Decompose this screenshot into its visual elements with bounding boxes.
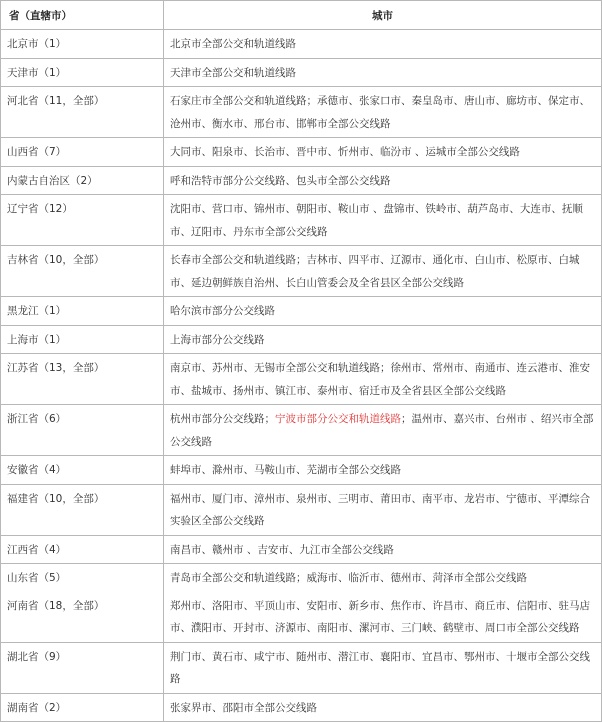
table-row	[1, 535, 602, 564]
table-row	[1, 642, 602, 693]
province-cell: 内蒙古自治区（2）	[1, 166, 164, 195]
province-cell: 河北省（11，全部）	[1, 87, 164, 138]
province-cell: 黑龙江（1）	[1, 297, 164, 326]
city-cell: 哈尔滨市部分公交线路	[164, 297, 602, 326]
table-row	[1, 87, 602, 138]
header-city: 城市	[164, 1, 602, 30]
table-row	[1, 484, 602, 535]
header-province: 省（直辖市）	[1, 1, 164, 30]
highlighted-city-text: 宁波市部分公交和轨道线路	[275, 413, 401, 425]
table-row	[1, 564, 602, 592]
province-cell: 北京市（1）	[1, 30, 164, 59]
city-cell	[164, 405, 602, 456]
table-row	[1, 693, 602, 722]
city-cell: 沈阳市、营口市、锦州市、朝阳市、鞍山市 、盘锦市、铁岭市、葫芦岛市、大连市、抚顺市、辽阳市、丹东市全部公交线路	[164, 195, 602, 246]
province-cell: 江西省（4）	[1, 535, 164, 564]
table-row	[1, 456, 602, 485]
table-row	[1, 58, 602, 87]
province-cell: 辽宁省（12）	[1, 195, 164, 246]
city-cell: 张家界市、邵阳市全部公交线路	[164, 693, 602, 722]
province-cell: 吉林省（10，全部）	[1, 246, 164, 297]
province-cell: 安徽省（4）	[1, 456, 164, 485]
city-cell: 长春市全部公交和轨道线路；吉林市、四平市、辽源市、通化市、白山市、松原市、白城市、延边朝鲜族自治州、长白山管委会及全省县区全部公交线路	[164, 246, 602, 297]
table-row	[1, 166, 602, 195]
province-cell: 上海市（1）	[1, 325, 164, 354]
city-cell: 天津市全部公交和轨道线路	[164, 58, 602, 87]
province-cell: 天津市（1）	[1, 58, 164, 87]
city-cell: 大同市、阳泉市、长治市、晋中市、忻州市、临汾市 、运城市全部公交线路	[164, 138, 602, 167]
header-row	[1, 1, 602, 30]
city-cell: 蚌埠市、滁州市、马鞍山市、芜湖市全部公交线路	[164, 456, 602, 485]
city-cell: 南昌市、赣州市 、吉安市、九江市全部公交线路	[164, 535, 602, 564]
province-cell: 福建省（10，全部）	[1, 484, 164, 535]
city-cell: 荆门市、黄石市、咸宁市、随州市、潜江市、襄阳市、宜昌市、鄂州市、十堰市全部公交线路	[164, 642, 602, 693]
city-cell: 南京市、苏州市、无锡市全部公交和轨道线路；徐州市、常州市、南通市、连云港市、淮安市、盐城市、扬州市、镇江市、泰州市、宿迁市及全省县区全部公交线路	[164, 354, 602, 405]
province-cell: 山西省（7）	[1, 138, 164, 167]
city-cell: 石家庄市全部公交和轨道线路；承德市、张家口市、秦皇岛市、唐山市、廊坊市、保定市、沧州市、衡水市、邢台市、邯郸市全部公交线路	[164, 87, 602, 138]
table-row	[1, 297, 602, 326]
city-text: 杭州市部分公交线路；	[170, 413, 275, 425]
province-cell: 河南省（18，全部）	[1, 592, 164, 643]
table-row	[1, 195, 602, 246]
table-row	[1, 138, 602, 167]
city-cell: 郑州市、洛阳市、平顶山市、安阳市、新乡市、焦作市、许昌市、商丘市、信阳市、驻马店市、濮阳市、开封市、济源市、南阳市、漯河市、三门峡、鹤壁市、周口市全部公交线路	[164, 592, 602, 643]
province-cell: 湖北省（9）	[1, 642, 164, 693]
city-cell: 福州市、厦门市、漳州市、泉州市、三明市、莆田市、南平市、龙岩市、宁德市、平潭综合实验区全部公交线路	[164, 484, 602, 535]
province-cell: 江苏省（13，全部）	[1, 354, 164, 405]
table-row	[1, 405, 602, 456]
table-row	[1, 30, 602, 59]
city-cell: 北京市全部公交和轨道线路	[164, 30, 602, 59]
table-row	[1, 246, 602, 297]
city-cell: 呼和浩特市部分公交线路、包头市全部公交线路	[164, 166, 602, 195]
table-row	[1, 354, 602, 405]
city-text: ；温州市、嘉兴市、台州市 、绍兴市全部公交线路	[170, 413, 594, 448]
city-cell: 上海市部分公交线路	[164, 325, 602, 354]
province-cell: 山东省（5）	[1, 564, 164, 592]
city-cell: 青岛市全部公交和轨道线路；威海市、临沂市、德州市、菏泽市全部公交线路	[164, 564, 602, 592]
province-cell: 浙江省（6）	[1, 405, 164, 456]
table-row	[1, 325, 602, 354]
table-row	[1, 592, 602, 643]
province-cell: 湖南省（2）	[1, 693, 164, 722]
